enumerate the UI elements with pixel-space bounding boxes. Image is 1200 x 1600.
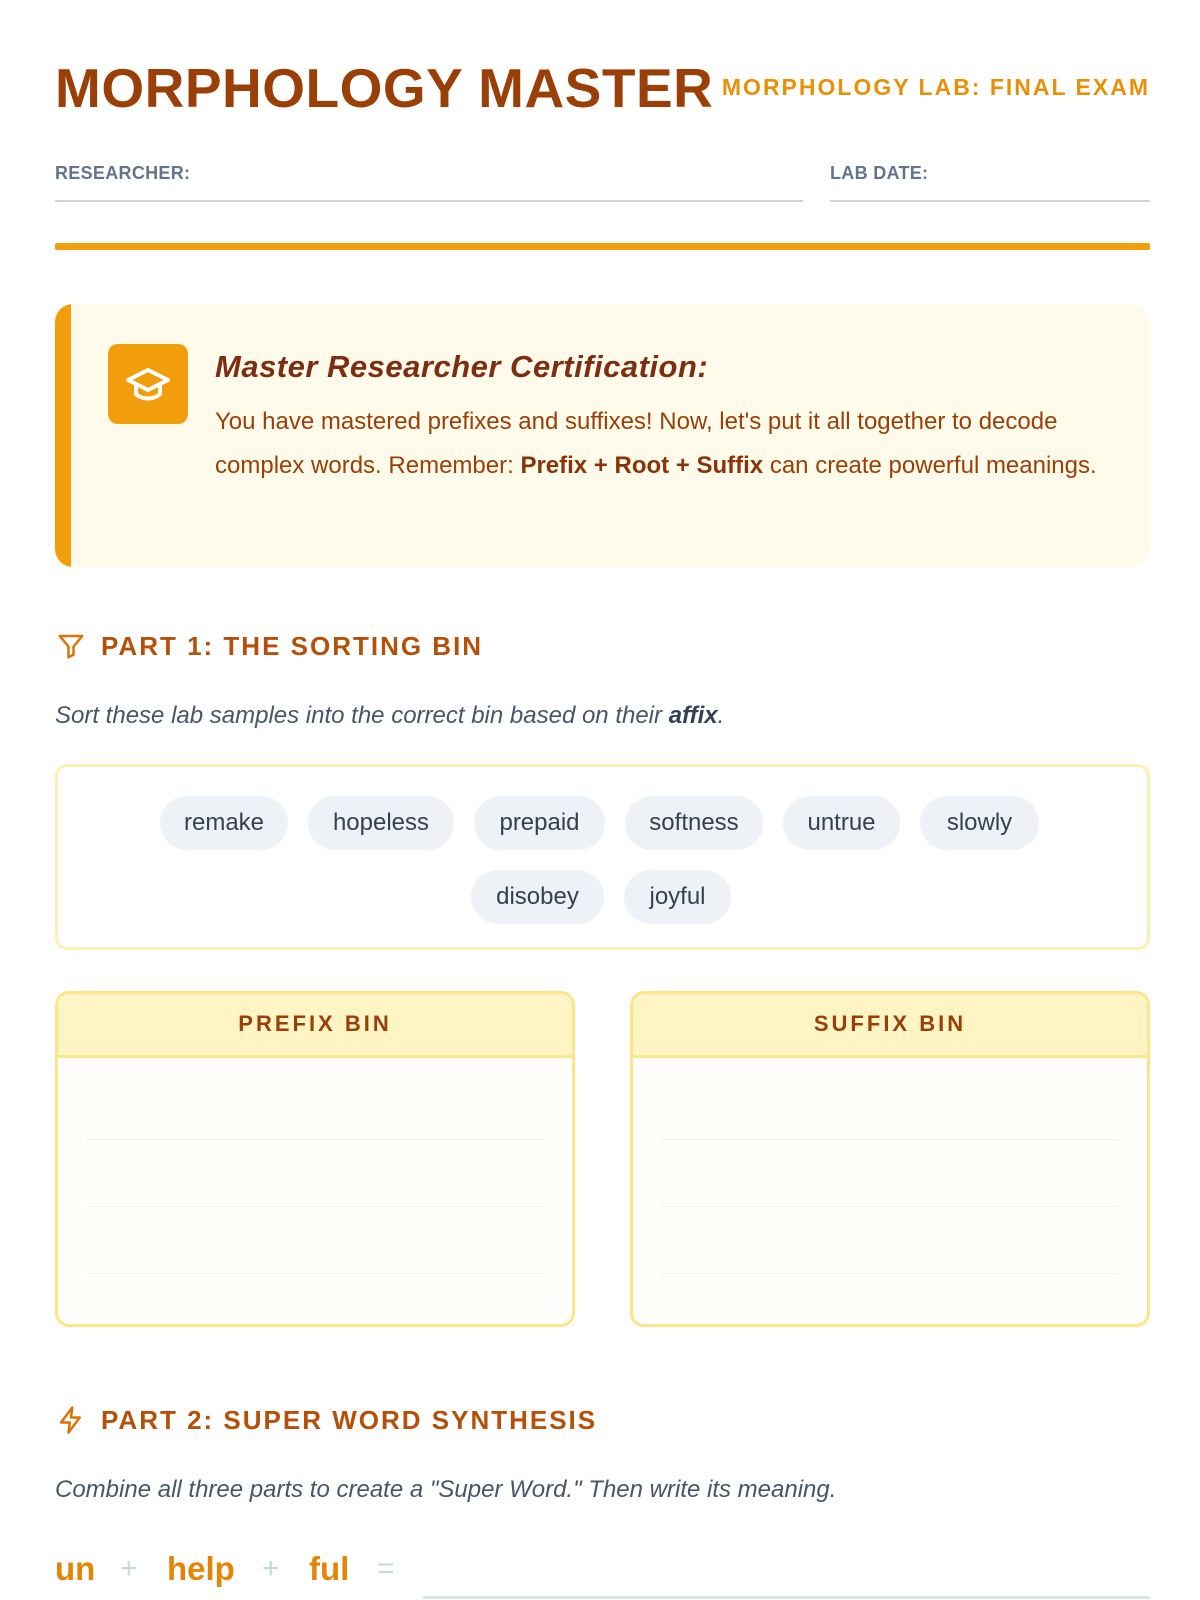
equals-sign: = (377, 1552, 395, 1585)
part2-instruction: Combine all three parts to create a "Super Word." Then write its meaning. (55, 1476, 837, 1503)
researcher-field[interactable] (55, 162, 803, 202)
word-chip[interactable]: hopeless (308, 796, 454, 850)
suffix-bin[interactable] (630, 991, 1150, 1327)
word-chip[interactable]: prepaid (474, 796, 605, 850)
prefix-bin[interactable] (55, 991, 575, 1327)
word-chip[interactable]: untrue (783, 796, 900, 850)
page-subtitle: MORPHOLOGY LAB: FINAL EXAM (721, 74, 1150, 100)
prefix-bin-label: PREFIX BIN (58, 994, 572, 1058)
part1-instruction-emphasis: affix (668, 702, 718, 729)
part1-instruction (55, 700, 724, 732)
answer-line (661, 1139, 1119, 1140)
equation-prefix: un (55, 1550, 96, 1587)
word-chip[interactable]: softness (625, 796, 763, 850)
callout-body (215, 400, 1105, 487)
part1-instruction-text: Sort these lab samples into the correct bin based on their (55, 702, 669, 729)
word-chip[interactable]: joyful (624, 870, 731, 924)
equation-suffix: ful (309, 1550, 350, 1587)
researcher-label: RESEARCHER: (55, 163, 191, 183)
callout-title: Master Researcher Certification: (215, 349, 709, 384)
part2-heading (55, 1402, 597, 1438)
part2-title: PART 2: SUPER WORD SYNTHESIS (101, 1405, 598, 1435)
word-bank (55, 764, 1150, 950)
plus-sign: + (120, 1552, 138, 1585)
super-word-answer-line[interactable] (423, 1596, 1150, 1599)
lab-date-label: LAB DATE: (830, 163, 929, 183)
part1-heading (55, 628, 483, 664)
graduation-cap-icon (108, 344, 188, 424)
callout-accent-bar (55, 304, 71, 567)
page-title: MORPHOLOGY MASTER (55, 57, 714, 119)
word-chip[interactable]: slowly (920, 796, 1039, 850)
part1-title: PART 1: THE SORTING BIN (101, 631, 484, 661)
super-word-equation (55, 1538, 1150, 1600)
answer-line (86, 1273, 544, 1274)
word-chip[interactable]: remake (160, 796, 288, 850)
answer-line (86, 1139, 544, 1140)
worksheet-header (55, 58, 1150, 118)
callout-body-intro: You have mastered prefixes and suffixes! Now, let's put it all together to decode complex words. Remember: (215, 408, 1058, 479)
callout-body-outro: can create powerful meanings. (763, 451, 1097, 479)
answer-line (661, 1273, 1119, 1274)
suffix-bin-label: SUFFIX BIN (633, 994, 1147, 1058)
equation-root: help (167, 1550, 235, 1587)
certification-callout (55, 304, 1150, 567)
lightning-icon (55, 1404, 87, 1436)
callout-formula: Prefix + Root + Suffix (520, 451, 764, 479)
answer-line (661, 1206, 1119, 1207)
plus-sign: + (262, 1552, 280, 1585)
header-divider (55, 243, 1150, 250)
answer-line (86, 1206, 544, 1207)
filter-icon (55, 630, 87, 662)
word-chip[interactable]: disobey (471, 870, 604, 924)
lab-date-field[interactable] (830, 162, 1150, 202)
part1-instruction-end: . (717, 702, 725, 729)
